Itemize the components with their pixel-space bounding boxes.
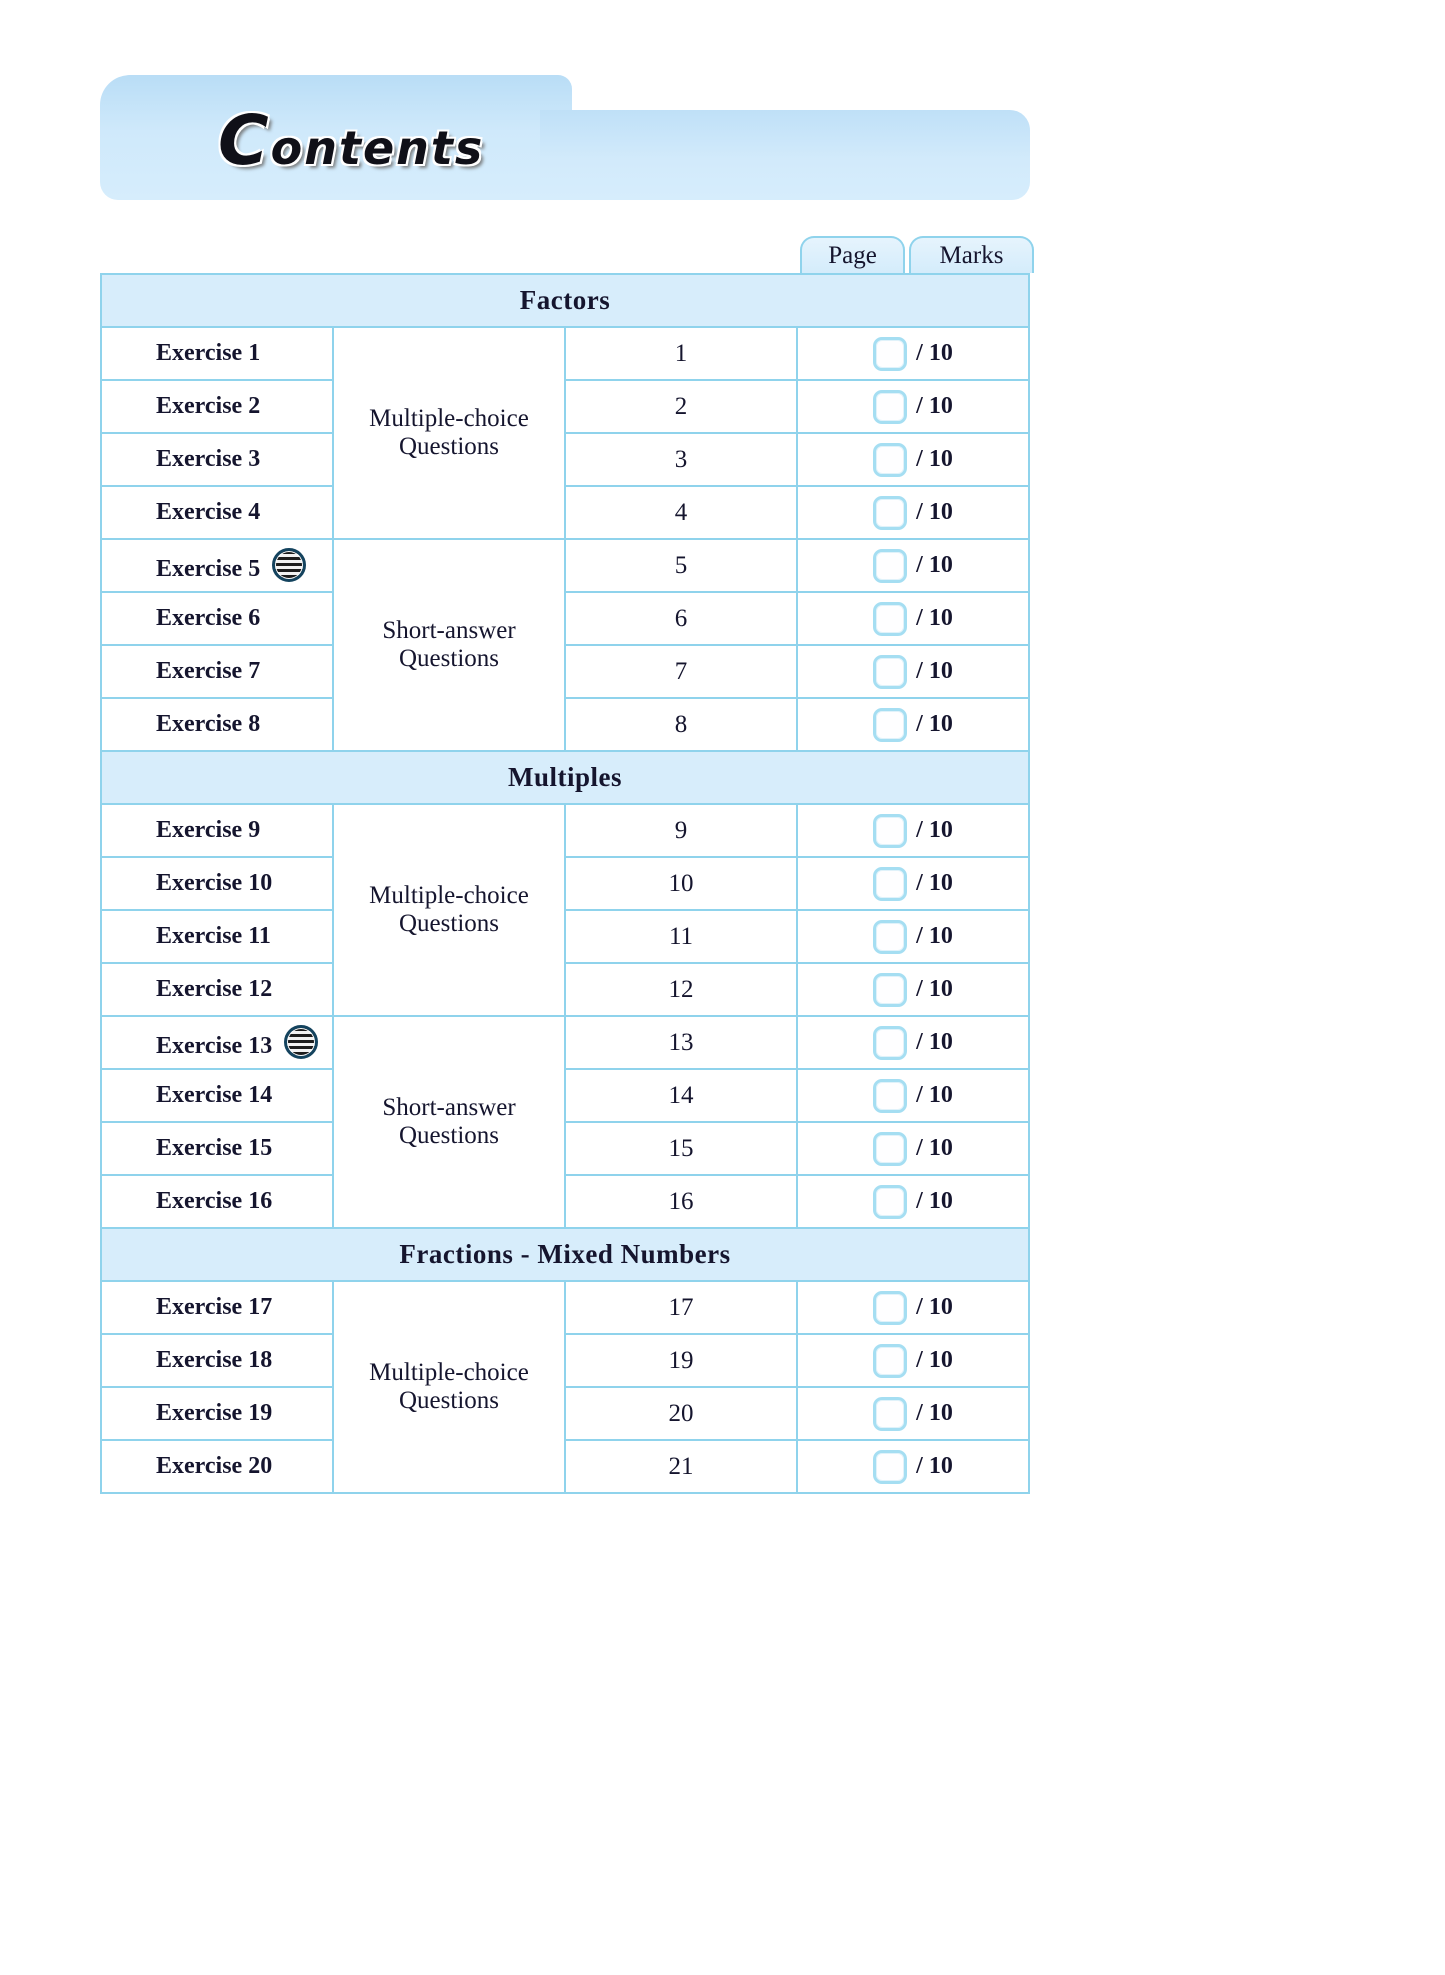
exercise-label: Exercise 17 [156,1294,273,1320]
exercise-label: Exercise 6 [156,605,261,631]
question-type-cell: Multiple-choice Questions [333,804,565,1016]
exercise-label: Exercise 9 [156,817,261,843]
exercise-label: Exercise 18 [156,1347,273,1373]
exercise-row [101,804,1029,857]
marks-cell [797,327,1029,380]
marks-input-box[interactable] [873,655,907,689]
marks-denominator-label: / 10 [916,1082,953,1108]
exercise-label-cell [101,1387,333,1440]
exercise-label-cell [101,1440,333,1493]
page-number-cell: 19 [565,1334,797,1387]
marks-denominator-label: / 10 [916,1347,953,1373]
marks-cell [797,1122,1029,1175]
marks-entry [799,1344,1027,1378]
exercise-label-cell [101,910,333,963]
striped-badge-icon [272,548,306,582]
contents-table [100,273,1030,1494]
exercise-label-cell [101,486,333,539]
page-number-cell: 4 [565,486,797,539]
exercise-label: Exercise 14 [156,1082,273,1108]
marks-entry [799,814,1027,848]
marks-entry [799,1132,1027,1166]
marks-input-box[interactable] [873,708,907,742]
exercise-label: Exercise 5 [156,556,261,582]
page-number-cell: 3 [565,433,797,486]
marks-entry [799,1185,1027,1219]
page-number-cell: 7 [565,645,797,698]
exercise-label: Exercise 10 [156,870,273,896]
marks-cell [797,1387,1029,1440]
page-number-cell: 11 [565,910,797,963]
marks-cell [797,433,1029,486]
exercise-row [101,1122,1029,1175]
marks-entry [799,1026,1027,1060]
marks-input-box[interactable] [873,1185,907,1219]
page-number-cell: 13 [565,1016,797,1069]
question-type-cell: Multiple-choice Questions [333,327,565,539]
content-area [100,75,1030,1494]
exercise-label: Exercise 19 [156,1400,273,1426]
exercise-label: Exercise 4 [156,499,261,525]
marks-denominator-label: / 10 [916,976,953,1002]
marks-entry [799,1291,1027,1325]
marks-denominator-label: / 10 [916,1029,953,1055]
banner-shape-right [540,110,1030,200]
marks-denominator-label: / 10 [916,446,953,472]
exercise-row [101,910,1029,963]
page-number-cell: 2 [565,380,797,433]
marks-input-box[interactable] [873,1079,907,1113]
marks-cell [797,1069,1029,1122]
exercise-label: Exercise 8 [156,711,261,737]
section-row [101,751,1029,804]
marks-input-box[interactable] [873,867,907,901]
exercise-label-cell [101,380,333,433]
contents-banner [100,75,1030,200]
marks-input-box[interactable] [873,337,907,371]
exercise-label-cell [101,857,333,910]
exercise-label: Exercise 12 [156,976,273,1002]
marks-cell [797,486,1029,539]
exercise-label: Exercise 1 [156,340,261,366]
question-type-cell: Short-answer Questions [333,1016,565,1228]
marks-cell [797,1175,1029,1228]
marks-cell [797,539,1029,592]
marks-entry [799,602,1027,636]
marks-cell [797,645,1029,698]
marks-entry [799,443,1027,477]
exercise-label-cell [101,1334,333,1387]
exercise-label: Exercise 16 [156,1188,273,1214]
exercise-row [101,327,1029,380]
exercise-label-cell [101,1122,333,1175]
marks-entry [799,549,1027,583]
exercise-row [101,1175,1029,1228]
page-number-cell: 9 [565,804,797,857]
page-number-cell: 5 [565,539,797,592]
page-number-cell: 12 [565,963,797,1016]
marks-denominator-label: / 10 [916,499,953,525]
page-number-cell: 17 [565,1281,797,1334]
page-number-cell: 20 [565,1387,797,1440]
page-column-header: Page [800,236,905,273]
exercise-label-cell [101,539,333,592]
exercise-row [101,1334,1029,1387]
exercise-label-cell [101,327,333,380]
page-number-cell: 14 [565,1069,797,1122]
exercise-label-cell [101,1281,333,1334]
marks-entry [799,708,1027,742]
exercise-label: Exercise 7 [156,658,261,684]
exercise-label: Exercise 11 [156,923,271,949]
exercise-label-cell [101,433,333,486]
exercise-label: Exercise 20 [156,1453,273,1479]
marks-input-box[interactable] [873,602,907,636]
marks-denominator-label: / 10 [916,605,953,631]
marks-denominator-label: / 10 [916,1135,953,1161]
marks-cell [797,857,1029,910]
marks-entry [799,1079,1027,1113]
marks-input-box[interactable] [873,390,907,424]
marks-entry [799,867,1027,901]
exercise-row [101,645,1029,698]
exercise-label: Exercise 3 [156,446,261,472]
marks-cell [797,1016,1029,1069]
question-type-cell: Short-answer Questions [333,539,565,751]
marks-entry [799,496,1027,530]
page-number-cell: 15 [565,1122,797,1175]
marks-input-box[interactable] [873,1291,907,1325]
exercise-row [101,380,1029,433]
section-header: Multiples [101,751,1029,804]
marks-denominator-label: / 10 [916,1294,953,1320]
marks-entry [799,1450,1027,1484]
exercise-row [101,1069,1029,1122]
page-number-cell: 6 [565,592,797,645]
exercise-label: Exercise 13 [156,1033,273,1059]
marks-denominator-label: / 10 [916,658,953,684]
marks-cell [797,804,1029,857]
exercise-row [101,486,1029,539]
marks-cell [797,1281,1029,1334]
marks-cell [797,1334,1029,1387]
exercise-label-cell [101,1175,333,1228]
marks-cell [797,698,1029,751]
exercise-row [101,433,1029,486]
exercise-row [101,857,1029,910]
marks-denominator-label: / 10 [916,1400,953,1426]
marks-denominator-label: / 10 [916,340,953,366]
marks-cell [797,380,1029,433]
marks-entry [799,655,1027,689]
marks-input-box[interactable] [873,920,907,954]
exercise-label-cell [101,1069,333,1122]
exercise-label-cell [101,1016,333,1069]
marks-input-box[interactable] [873,1397,907,1431]
page-number-cell: 1 [565,327,797,380]
contents-table-body [101,274,1029,1493]
exercise-label-cell [101,645,333,698]
marks-input-box[interactable] [873,1026,907,1060]
marks-entry [799,337,1027,371]
exercise-label-cell [101,804,333,857]
marks-cell [797,1440,1029,1493]
exercise-label: Exercise 2 [156,393,261,419]
marks-denominator-label: / 10 [916,711,953,737]
exercise-label: Exercise 15 [156,1135,273,1161]
marks-denominator-label: / 10 [916,393,953,419]
marks-cell [797,963,1029,1016]
exercise-label-cell [101,592,333,645]
exercise-row [101,698,1029,751]
marks-denominator-label: / 10 [916,552,953,578]
exercise-row [101,1440,1029,1493]
section-header: Fractions - Mixed Numbers [101,1228,1029,1281]
exercise-label-cell [101,698,333,751]
marks-input-box[interactable] [873,496,907,530]
marks-entry [799,973,1027,1007]
page-number-cell: 21 [565,1440,797,1493]
section-row [101,274,1029,327]
page-number-cell: 8 [565,698,797,751]
exercise-row [101,1387,1029,1440]
section-header: Factors [101,274,1029,327]
marks-column-header: Marks [909,236,1034,273]
exercise-row [101,963,1029,1016]
marks-denominator-label: / 10 [916,817,953,843]
marks-input-box[interactable] [873,443,907,477]
marks-input-box[interactable] [873,1132,907,1166]
marks-denominator-label: / 10 [916,1188,953,1214]
exercise-row [101,1016,1029,1069]
exercise-label-cell [101,963,333,1016]
marks-input-box[interactable] [873,1344,907,1378]
page-title: Contents [218,101,485,181]
page-number-cell: 10 [565,857,797,910]
marks-cell [797,910,1029,963]
marks-entry [799,390,1027,424]
exercise-row [101,1281,1029,1334]
marks-input-box[interactable] [873,814,907,848]
marks-entry [799,1397,1027,1431]
striped-badge-icon [284,1025,318,1059]
marks-entry [799,920,1027,954]
marks-input-box[interactable] [873,1450,907,1484]
exercise-row [101,539,1029,592]
marks-input-box[interactable] [873,549,907,583]
marks-denominator-label: / 10 [916,1453,953,1479]
column-headers [100,236,1030,273]
marks-cell [797,592,1029,645]
section-row [101,1228,1029,1281]
exercise-row [101,592,1029,645]
marks-denominator-label: / 10 [916,870,953,896]
marks-input-box[interactable] [873,973,907,1007]
page-number-cell: 16 [565,1175,797,1228]
marks-denominator-label: / 10 [916,923,953,949]
question-type-cell: Multiple-choice Questions [333,1281,565,1493]
